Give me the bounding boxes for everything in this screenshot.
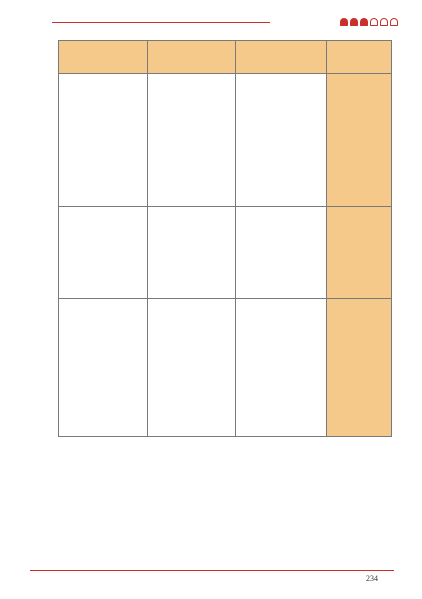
table-cell	[236, 207, 327, 299]
table-cell	[148, 74, 236, 207]
publisher-logo-icon	[340, 18, 398, 26]
column-header	[236, 41, 327, 74]
row-label	[327, 74, 392, 207]
column-header	[327, 41, 392, 74]
page-number: 234	[366, 574, 378, 583]
table-cell	[236, 74, 327, 207]
row-label	[327, 207, 392, 299]
table-cell	[148, 299, 236, 437]
table-cell	[59, 207, 148, 299]
table-row	[59, 207, 392, 299]
comparison-table	[58, 40, 392, 437]
column-header	[59, 41, 148, 74]
table-cell	[236, 299, 327, 437]
row-label	[327, 299, 392, 437]
table-row	[59, 299, 392, 437]
table-cell	[148, 207, 236, 299]
table-header-row	[59, 41, 392, 74]
column-header	[148, 41, 236, 74]
footer-rule	[30, 570, 394, 571]
table-cell	[59, 74, 148, 207]
table-row	[59, 74, 392, 207]
header-rule	[52, 22, 270, 23]
table-cell	[59, 299, 148, 437]
